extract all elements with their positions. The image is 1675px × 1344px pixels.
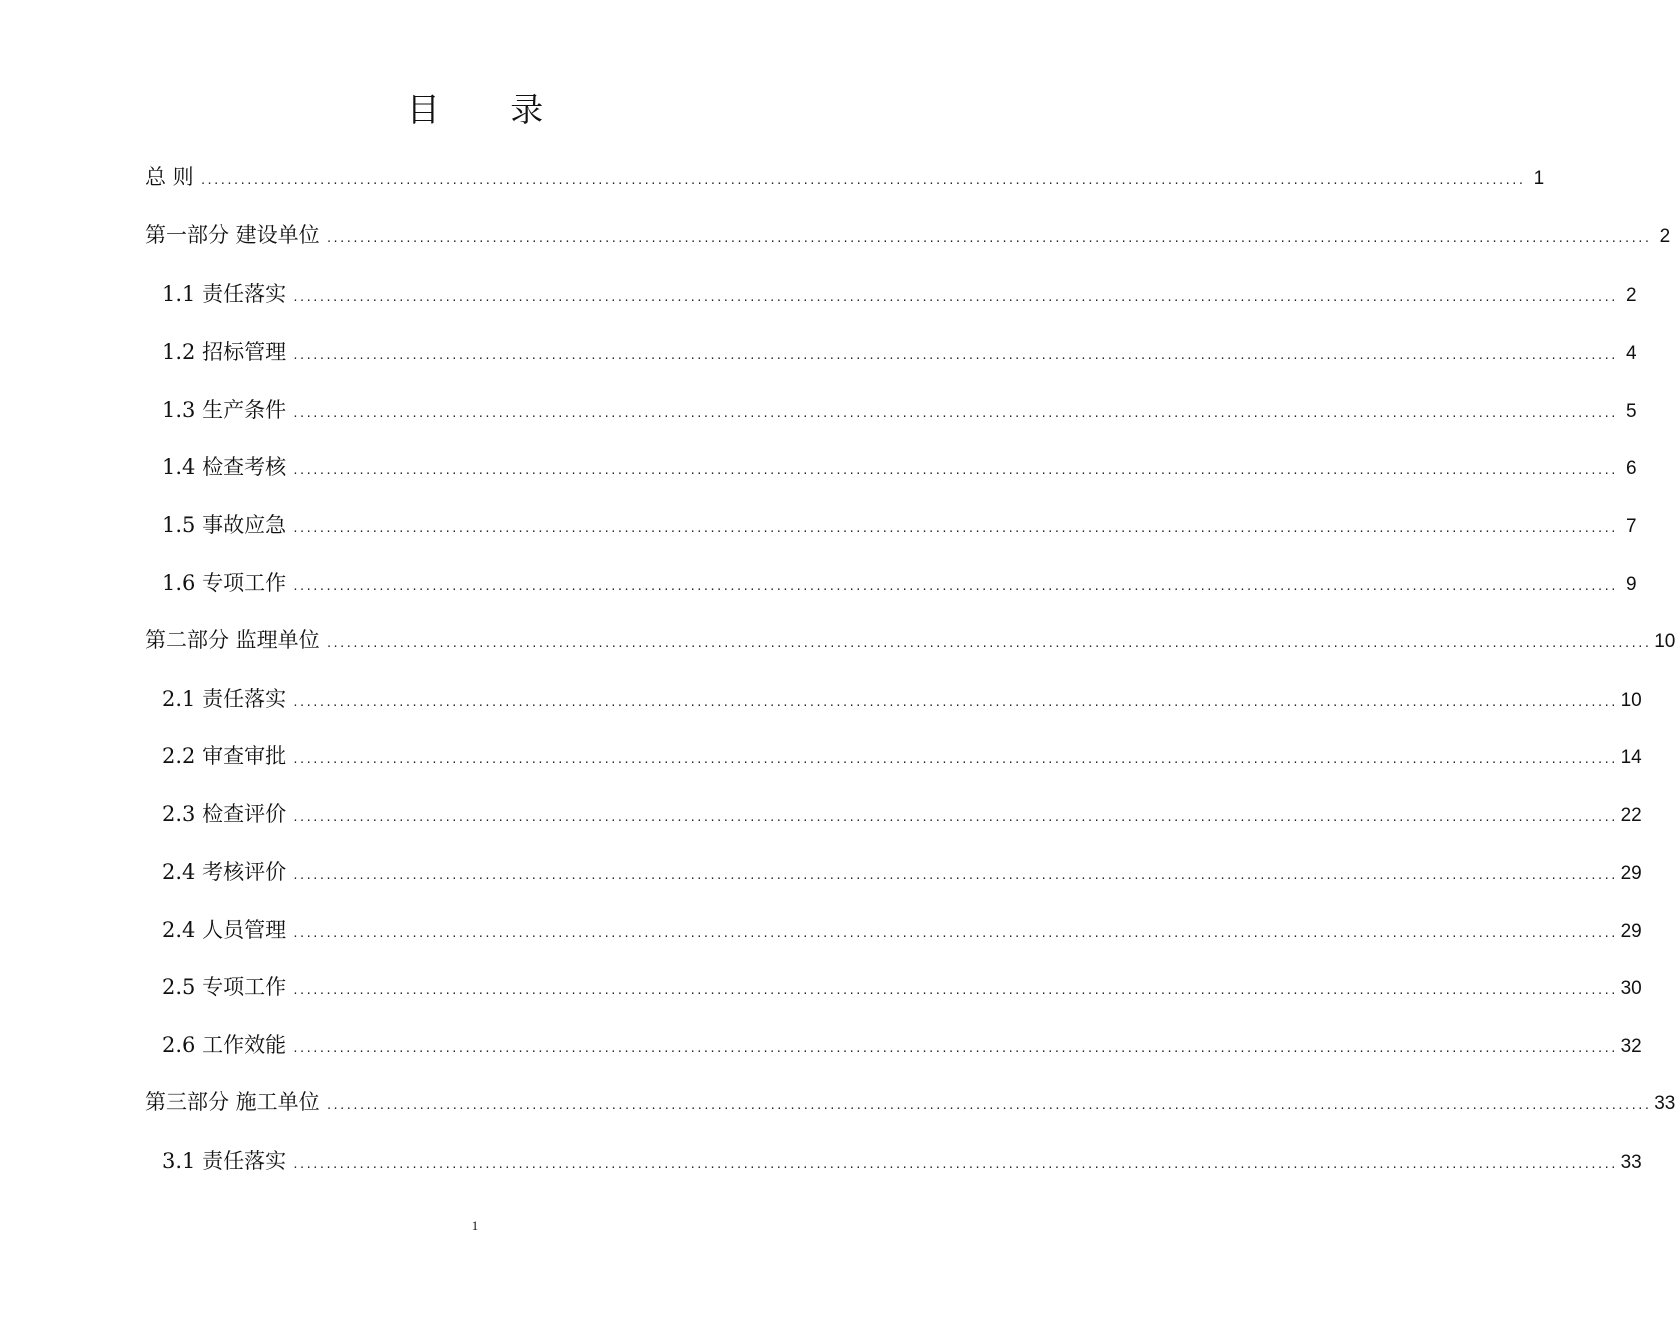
toc-entry[interactable] [162,799,1642,829]
toc-leader-dots: ........................................................................................................................................................................................................ [292,522,1617,535]
toc-entry-page: 33 [1620,1152,1642,1173]
toc-entry[interactable] [162,741,1642,771]
toc-leader-dots: ........................................................................................................................................................................................................ [292,927,1617,940]
page-number: 1 [471,1218,479,1233]
toc-entry-page: 2 [1659,226,1671,247]
toc-entry[interactable] [162,857,1642,887]
toc-leader-dots: ........................................................................................................................................................................................................ [292,349,1617,362]
toc-entry-page: 10 [1620,690,1642,711]
toc-entry[interactable] [145,220,1671,250]
toc-leader-dots: ........................................................................................................................................................................................................ [292,753,1617,766]
toc-leader-dots: ........................................................................................................................................................................................................ [292,407,1617,420]
toc-entry-label: 第二部分 监理单位 [145,628,320,652]
toc-leader-dots: ........................................................................................................................................................................................................ [292,580,1617,593]
toc-entry[interactable] [145,625,1675,655]
toc-entry-label: 2.6 工作效能 [162,1033,287,1057]
toc-entry-page: 30 [1620,978,1642,999]
toc-leader-dots: ........................................................................................................................................................................................................ [325,232,1651,245]
toc-entry[interactable] [162,337,1637,367]
toc-entry-page: 33 [1654,1093,1675,1114]
toc-entry-page: 22 [1620,805,1642,826]
toc-entry-label: 1.4 检查考核 [162,455,287,479]
toc-entry[interactable] [162,1146,1642,1176]
toc-entry[interactable] [162,279,1637,309]
toc-entry-label: 第三部分 施工单位 [145,1090,320,1114]
toc-entry-page: 7 [1626,516,1637,537]
toc-entry-label: 2.1 责任落实 [162,687,287,711]
toc-entry-label: 第一部分 建设单位 [145,223,320,247]
toc-leader-dots: ........................................................................................................................................................................................................ [292,464,1617,477]
toc-entry-page: 4 [1626,343,1637,364]
toc-entry-label: 1.6 专项工作 [162,571,287,595]
toc-entry-label: 1.5 事故应急 [162,513,287,537]
toc-leader-dots: ........................................................................................................................................................................................................ [292,291,1617,304]
toc-leader-dots: ........................................................................................................................................................................................................ [199,174,1525,187]
toc-entry[interactable] [145,1087,1675,1117]
toc-leader-dots: ........................................................................................................................................................................................................ [325,637,1651,650]
toc-entry-label: 2.3 检查评价 [162,802,287,826]
toc-entry[interactable] [162,915,1642,945]
toc-entry-page: 29 [1620,921,1642,942]
toc-leader-dots: ........................................................................................................................................................................................................ [292,984,1617,997]
toc-entry-page: 29 [1620,863,1642,884]
toc-entry-page: 6 [1626,458,1637,479]
toc-entry[interactable] [162,1030,1642,1060]
page-title: 目 录 [406,90,574,129]
toc-entry-page: 5 [1626,401,1637,422]
toc-entry[interactable] [162,452,1637,482]
toc-entry-page: 32 [1620,1036,1642,1057]
toc-leader-dots: ........................................................................................................................................................................................................ [292,696,1617,709]
toc-entry-page: 14 [1620,747,1642,768]
toc-entry-page: 9 [1626,574,1637,595]
toc-entry-label: 1.2 招标管理 [162,340,287,364]
toc-entry[interactable] [162,972,1642,1002]
toc-entry[interactable] [162,568,1637,598]
toc-entry[interactable] [162,395,1637,425]
toc-entry-label: 2.2 审查审批 [162,744,287,768]
toc-entry-page: 1 [1533,168,1545,189]
toc-leader-dots: ........................................................................................................................................................................................................ [292,869,1617,882]
toc-entry-label: 3.1 责任落实 [162,1149,287,1173]
toc-entry-page: 2 [1626,285,1637,306]
toc-leader-dots: ........................................................................................................................................................................................................ [292,811,1617,824]
toc-entry[interactable] [162,684,1642,714]
toc-entry[interactable] [162,510,1637,540]
toc-leader-dots: ........................................................................................................................................................................................................ [325,1099,1651,1112]
toc-entry-page: 10 [1654,631,1675,652]
toc-entry[interactable] [145,162,1545,192]
toc-leader-dots: ........................................................................................................................................................................................................ [292,1158,1617,1171]
toc-entry-label: 总 则 [145,165,194,189]
toc-entry-label: 2.5 专项工作 [162,975,287,999]
toc-leader-dots: ........................................................................................................................................................................................................ [292,1042,1617,1055]
toc-entry-label: 1.1 责任落实 [162,282,287,306]
toc-entry-label: 2.4 人员管理 [162,918,287,942]
toc-entry-label: 2.4 考核评价 [162,860,287,884]
toc-entry-label: 1.3 生产条件 [162,398,287,422]
